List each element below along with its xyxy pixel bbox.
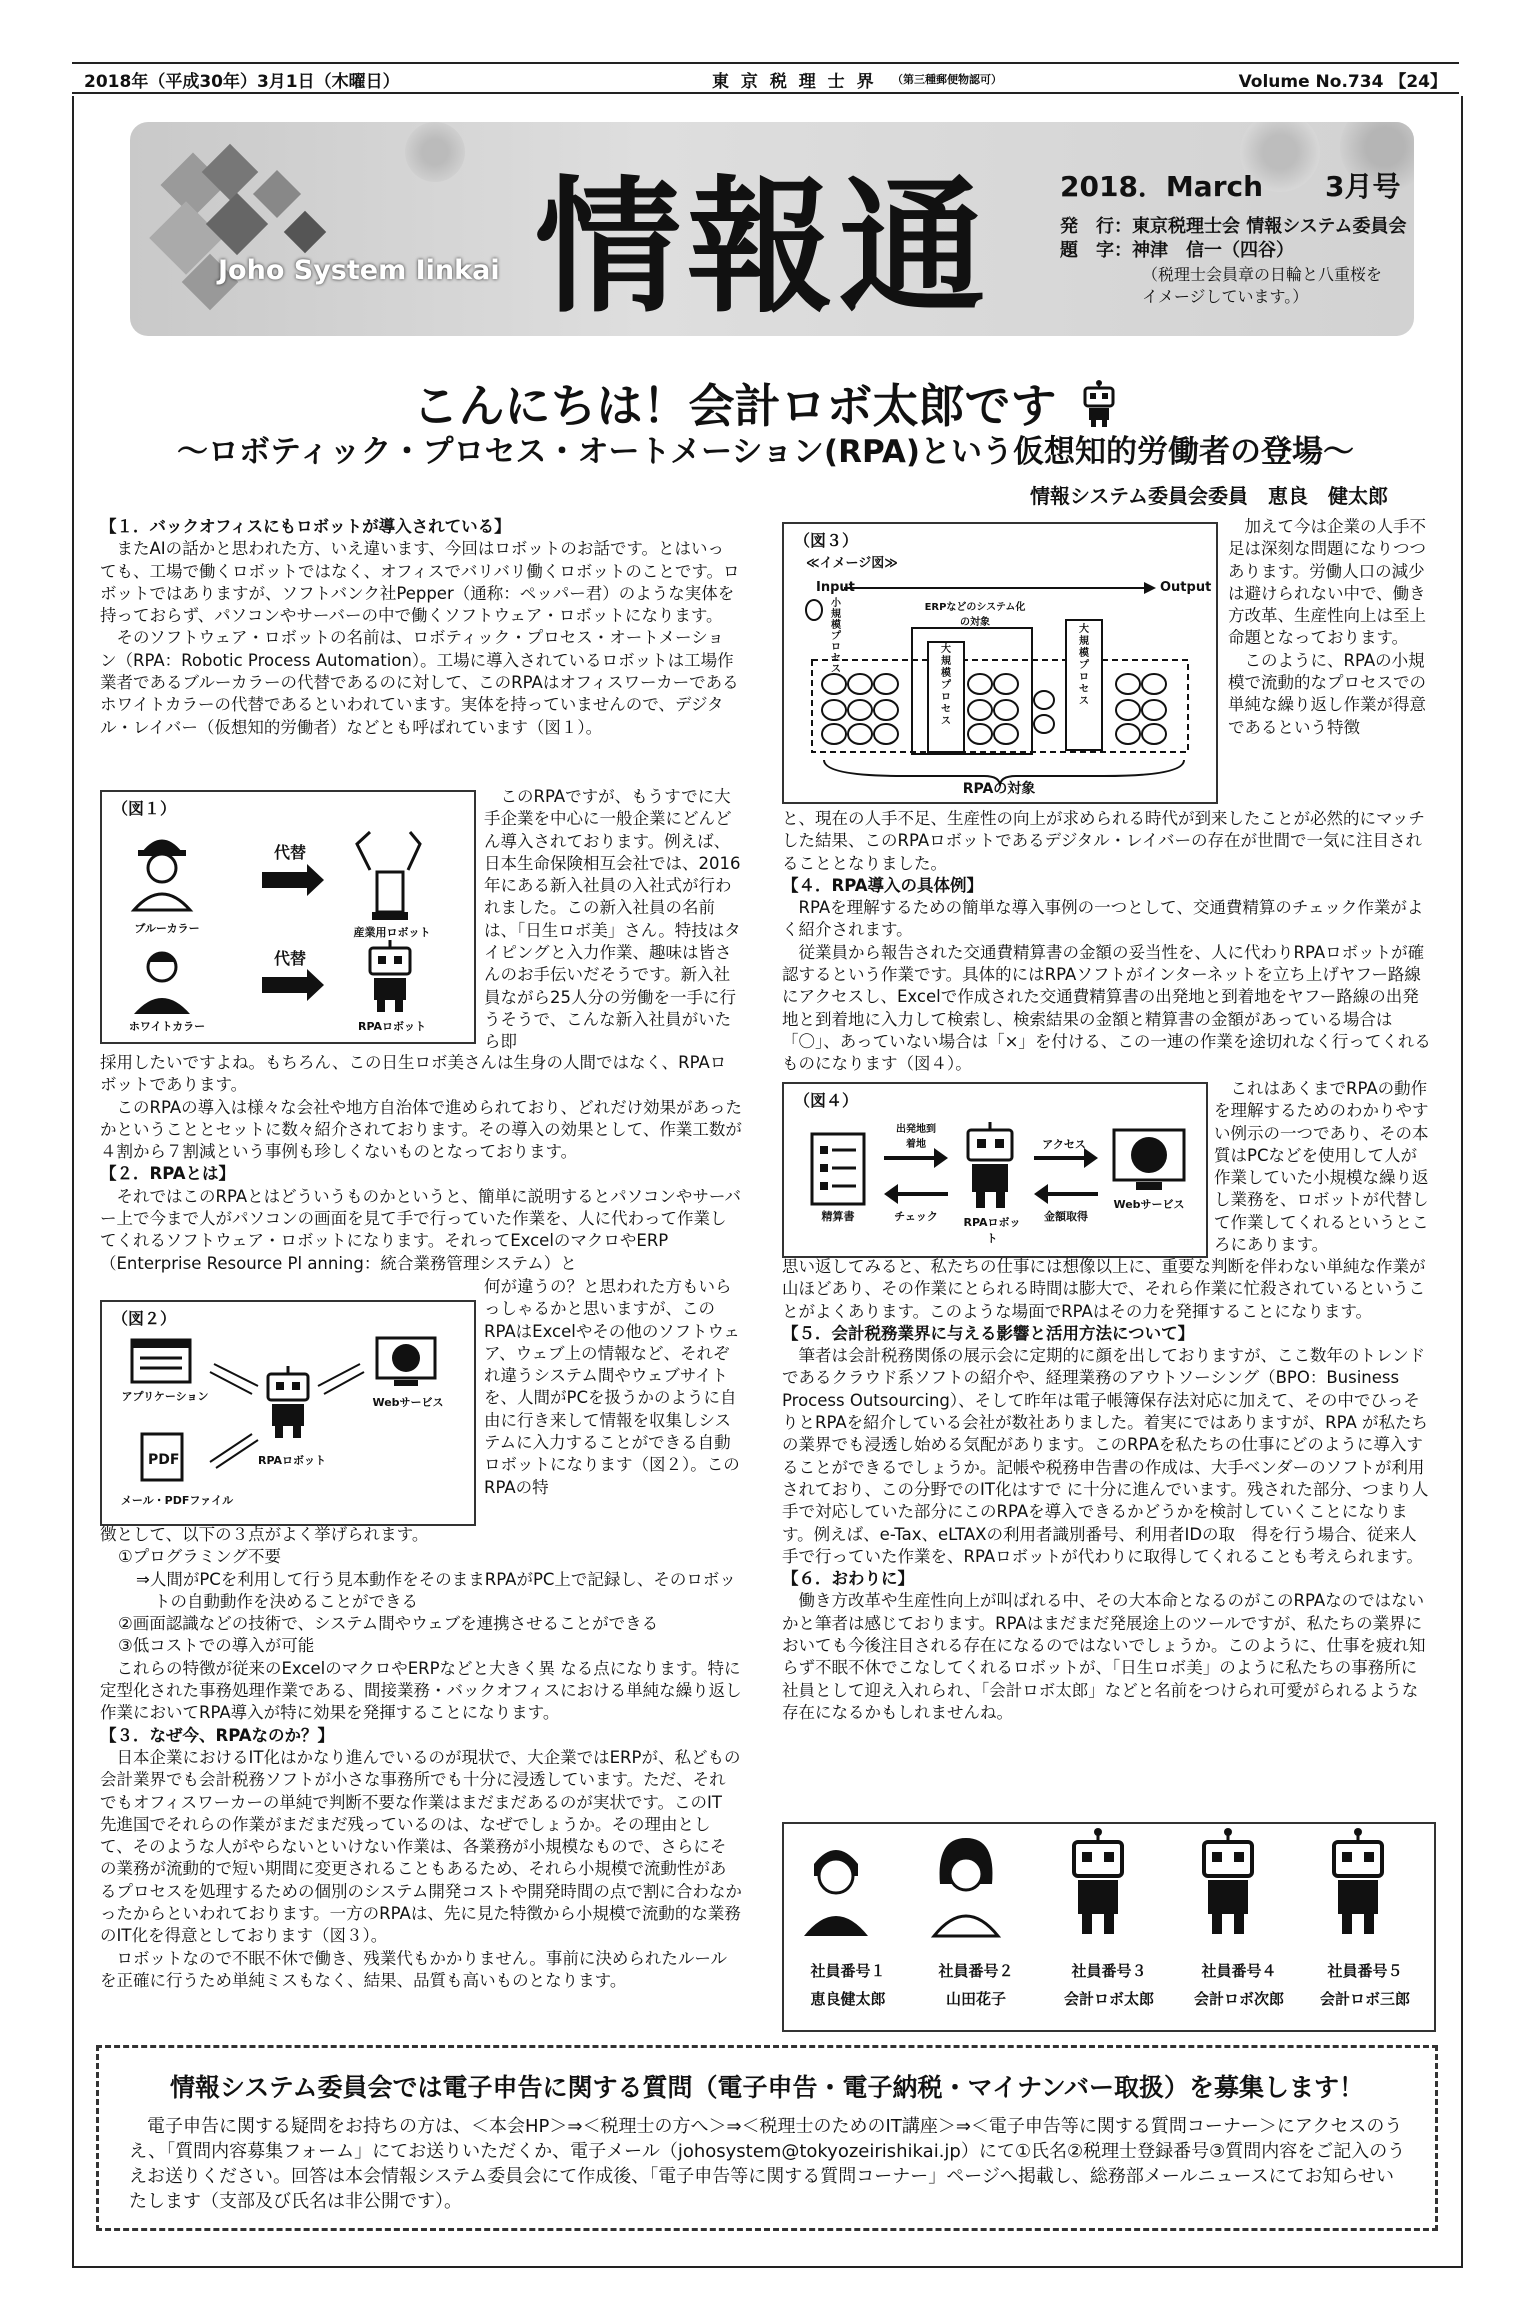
section-6-heading: 【６．おわりに】 bbox=[782, 1569, 914, 1589]
deco-diamond bbox=[206, 193, 268, 255]
article-subhead: ～ロボティック・プロセス・オートメーション(RPA)という仮想知的労働者の登場～ bbox=[176, 434, 1355, 470]
web-service-label: Webサービス bbox=[1113, 1198, 1185, 1211]
figure-label: （図４） bbox=[794, 1091, 859, 1110]
masthead-title: 情報通 bbox=[535, 162, 991, 333]
feature-1-detail: ⇒人間がPCを利用して行う見本動作をそのままRPAがPC上で記録し、そのロボットの自動動作を決めることができる bbox=[136, 1569, 736, 1611]
office-worker-icon bbox=[134, 952, 190, 1014]
application-window-icon bbox=[132, 1340, 190, 1382]
paragraph: 従業員から報告された交通費精算書の金額の妥当性を、人に代わりRPAロボットが確認するという作業です。具体的にはRPAソフトがインターネットを立ち上げヤフー路線にアクセスし、Excelで作成された交通費精算書の出発地と到着地をヤフー路線の出発地と到着地に入力して検索し、検索結果の金額と精算書の金額があっている場合は「〇」、あっていない場合は「×」を付ける、この一連の作業を途切れなく行ってくれるものになります（図４）。 bbox=[782, 942, 1431, 1074]
rpa-robot-label: RPAロボット bbox=[357, 1020, 427, 1033]
masthead-note-2: イメージしています。） bbox=[1142, 287, 1309, 306]
small-process-label: 小規模プロセス bbox=[831, 598, 841, 675]
notice-body: 電子申告に関する疑問をお持ちの方は、＜本会HP＞⇒＜税理士の方へ＞⇒＜税理士のためのIT講座＞⇒＜電子申告等に関する質問コーナー＞にアクセスのうえ、「質問内容募集フォーム」にてお送りいただくか、電子メール（johosystem@tokyozeirishikai.jp）にて①氏名②税理士登録番号③質問内容をご記入のうえお送りください。回答は本会情報システム委員会にて作成後、「電子申告等に関する質問コーナー」ページへ掲載し、総務部メールニュースにてお知らせいたします（支部及び氏名は非公開です）。 bbox=[129, 2116, 1406, 2212]
mail-pdf-label: メール・PDFファイル bbox=[120, 1494, 234, 1507]
figure-label: （図２） bbox=[112, 1309, 177, 1328]
fig4-side-text: これはあくまでRPAの動作を理解するためのわかりやすい例示の一つであり、その本質はPCなどを使用して人が作業していた小規模な繰り返し業務を、ロボットが代替して作業してくれるというところにあります。 bbox=[1214, 1079, 1429, 1255]
volume-number: Volume No.734 【24】 bbox=[1238, 72, 1447, 92]
white-collar-label: ホワイトカラー bbox=[128, 1020, 206, 1033]
arrow-right-icon bbox=[262, 969, 324, 1001]
document-icon bbox=[812, 1134, 864, 1204]
employee-number-2: 社員番号２ bbox=[938, 1962, 1014, 1980]
employee-name-2: 山田花子 bbox=[945, 1990, 1006, 2008]
left-column-middle bbox=[100, 1052, 742, 1275]
section-4-heading: 【４．RPA導入の具体例】 bbox=[782, 875, 984, 895]
feature-2: ②画面認識などの技術で、システム間やウェブを連携させることができる bbox=[118, 1614, 659, 1634]
feature-1: ①プログラミング不要 bbox=[118, 1547, 281, 1567]
replace-label-1: 代替 bbox=[274, 843, 307, 862]
paragraph: RPAを理解するための簡単な導入事例の一つとして、交通費精算のチェック作業がよく紹介されます。 bbox=[782, 898, 1424, 940]
statement-label: 精算書 bbox=[821, 1210, 855, 1223]
paper-name: 東 京 税 理 士 界 bbox=[712, 72, 877, 92]
pdf-label: PDF bbox=[148, 1452, 180, 1468]
fig2-side-text: 何が違うの？と思われた方もいらっしゃるかと思いますが、このRPAはExcelやその他のソフトウェア、ウェブ上の情報など、それぞれ違うシステム間やウェブサイトを、人間がPCを扱うかのように自由に行き来して情報を収集しシステムに入力することができる自動ロボットになります（図２）。このRPAの特 bbox=[484, 1277, 740, 1497]
input-label: Input bbox=[816, 580, 855, 595]
robot-avatar-icon bbox=[1334, 1828, 1382, 1934]
employee-name-3: 会計ロボ太郎 bbox=[1063, 1990, 1154, 2008]
masthead-issue: 3月号 bbox=[1325, 170, 1401, 203]
masthead-note-1: （税理士会員章の日輪と八重桜を bbox=[1142, 265, 1383, 284]
notice-title: 情報システム委員会では電子申告に関する質問（電子申告・電子納税・マイナンバー取扱）を募集します！ bbox=[169, 2073, 1364, 2102]
large-process-label-1: 大規模プロセス bbox=[941, 644, 951, 727]
paragraph: 採用したいですよね。もちろん、この日生ロボ美さんは生身の人間ではなく、RPAロボットであります。 bbox=[100, 1053, 727, 1095]
amount-label: 金額取得 bbox=[1044, 1210, 1088, 1223]
image-diagram-label: ≪イメージ図≫ bbox=[806, 556, 898, 571]
employee-number-4: 社員番号４ bbox=[1201, 1962, 1277, 1980]
masthead-publisher: 発 行：東京税理士会 情報システム委員会 bbox=[1060, 216, 1407, 237]
right-column-bottom bbox=[782, 1256, 1432, 1724]
output-label: Output bbox=[1160, 580, 1212, 595]
issue-date: 2018年（平成30年）3月1日（木曜日） bbox=[84, 72, 400, 92]
article-author: 情報システム委員会委員 恵良 健太郎 bbox=[1030, 484, 1388, 508]
employee-name-1: 恵良健太郎 bbox=[810, 1990, 886, 2008]
businesswoman-avatar-icon bbox=[934, 1838, 998, 1936]
employee-name-4: 会計ロボ次郎 bbox=[1193, 1990, 1284, 2008]
paragraph: 思い返してみると、私たちの仕事には想像以上に、重要な判断を伴わない単純な作業が山ほどあり、その作業にとられる時間は膨大で、それら作業に忙殺されているということがよくあります。このような場面でRPAはその力を発揮することになります。 bbox=[782, 1257, 1426, 1321]
paragraph: それではこのRPAとはどういうものかというと、簡単に説明するとパソコンやサーバー上で今まで人がパソコンの画面を見て手で行っていた作業を、人に代わって作業してくれるソフトウェア・ロボットになります。それってExcelのマクロやERP（Enterprise Resource Pl anning：統合業務管理システム）と bbox=[100, 1186, 741, 1273]
application-label: アプリケーション bbox=[121, 1390, 209, 1403]
industrial-robot-label: 産業用ロボット bbox=[353, 926, 431, 939]
rpa-robot-label: RPAロボット bbox=[257, 1454, 327, 1467]
access-label: アクセス bbox=[1042, 1138, 1086, 1151]
robot-avatar-icon bbox=[1204, 1828, 1252, 1934]
deco-flower bbox=[405, 122, 465, 182]
masthead-date: 2018．March bbox=[1060, 170, 1264, 203]
web-service-label: Webサービス bbox=[372, 1396, 444, 1409]
deco-diamond bbox=[284, 211, 326, 253]
arrow-right-icon bbox=[262, 864, 324, 896]
permit-note: （第三種郵便物認可） bbox=[892, 73, 1002, 86]
paragraph: 筆者は会計税務関係の展示会に定期的に顔を出しておりますが、ここ数年のトレンドであるクラウド系ソフトの紹介や、経理業務のアウトソーシング（BPO：Business Process Outsourcing）、そして昨年は電子帳簿保存法対応に加えて、その中でひっそりとRPAを紹介している会社が数社ありました。着実にではありますが、RPA が私たちの業界でも浸透し始める気配があります。このRPAを私たちの仕事にどのように導入することができるでしょうか。記帳や税務申告書の作成は、大手ベンダーのソフトが利用されており、この分野でのIT化はすで に十分に進んでいます。残された部分、つまり人手で対応していた部分にこのRPAを導入できるかどうかを検討していくことになります。例えば、e-Tax、eLTAXの利用者識別番号、利用者IDの取 得を行う場合、従来人手で行っていた作業を、RPAロボットが代わりに取得してくれることも考えられます。 bbox=[782, 1346, 1429, 1566]
figure-1-drawing bbox=[102, 792, 474, 1042]
figure-3 bbox=[782, 522, 1218, 804]
right-column-middle bbox=[782, 808, 1432, 1076]
deco-diamond bbox=[253, 170, 301, 218]
paragraph: 徴として、以下の３点がよく挙げられます。 bbox=[100, 1525, 429, 1544]
replace-label-2: 代替 bbox=[274, 949, 307, 968]
paragraph: またAIの話かと思われた方、いえ違います、今回はロボットのお話です。とはいっても、工場で働くロボットではなく、オフィスでバリバリ働くロボットのことです。ロボットではありますが、ソフトバンク社Pepper（通称：ペッパー君）のような実体を持っておらず、パソコンやサーバーの中で働くソフトウェア・ロボットになります。 bbox=[100, 539, 740, 626]
employee-name-5: 会計ロボ三郎 bbox=[1319, 1990, 1410, 2008]
left-column-bottom bbox=[100, 1524, 742, 1992]
rpa-robot-label: RPAロボット bbox=[963, 1216, 1021, 1245]
employee-number-3: 社員番号３ bbox=[1071, 1962, 1147, 1980]
paragraph: そのソフトウェア・ロボットの名前は、ロボティック・プロセス・オートメーション（RPA：Robotic Process Automation）。工場に導入されているロボットは工場作業者であるブルーカラーの代替であるのに対して、このRPAはオフィスワーカーであるホワイトカラーの代替であるといわれています。実体を持っていませんので、デジタル・レイバー（仮想知的労働者）などとも呼ばれています（図１）。 bbox=[100, 628, 739, 737]
industrial-robot-icon bbox=[357, 832, 420, 920]
paragraph: と、現在の人手不足、生産性の向上が求められる時代が到来したことが必然的にマッチした結果、このRPAロボットであるデジタル・レイバーの存在が世間で一気に注目されることとなりました。 bbox=[782, 809, 1425, 873]
arrow-left-icon bbox=[884, 1184, 948, 1204]
masthead-calligrapher: 題 字：神津 信一（四谷） bbox=[1060, 240, 1294, 261]
worker-helmet-icon bbox=[134, 840, 190, 911]
arrow-right-icon bbox=[884, 1148, 948, 1168]
fig3-side-text: 加えて今は企業の人手不足は深刻な問題になりつつあります。労働人口の減少は避けられない中で、働き方改革、生産性向上は至上命題となっております。 このように、RPAの小規模で流動的なプロセスでの単純な繰り返し作業が得意であるという特徴 bbox=[1228, 517, 1426, 737]
rpa-target-label: RPAの対象 bbox=[962, 781, 1036, 797]
left-column-top bbox=[100, 516, 740, 739]
robot-icon bbox=[1079, 380, 1119, 428]
figure-label: （図３） bbox=[794, 531, 859, 550]
rpa-robot-icon bbox=[968, 1122, 1012, 1208]
employee-number-5: 社員番号５ bbox=[1327, 1962, 1403, 1980]
paragraph: このRPAの導入は様々な会社や地方自治体で進められており、どれだけ効果があったかということとセットに数々紹介されております。その導入の効果として、作業工数が４割から７割減という事例も珍しくないものとなっております。 bbox=[100, 1097, 742, 1162]
figure-4 bbox=[782, 1082, 1208, 1258]
globe-monitor-icon bbox=[1114, 1130, 1184, 1190]
paragraph: 日本企業におけるIT化はかなり進んでいるのが現状で、大企業ではERPが、私どもの会計業界でも会計税務ソフトが小さな事務所でも十分に浸透しています。ただ、それでもオフィスワーカーの単純で判断不要な作業はまだまだあるのが実状です。このIT 先進国でそれらの作業がまだまだ残っているのは、なぜでしょうか。その理由として、そのような人がやらないといけない作業は、各業務が小規模なもので、さらにその業務が流動的で短い期間に変更されることもあるため、それら小規模で流動性があるプロセスを処理するための個別のシステム開発コストや開発時間の点で割に合わなかったからといわれております。一方のRPAは、先に見た特徴から小規模で流動的な業務のIT化を得意としております（図３）。 bbox=[100, 1747, 742, 1946]
header-bar bbox=[72, 62, 1459, 94]
erp-target-label: ERPなどのシステム化の対象 bbox=[924, 602, 1026, 628]
paragraph: 働き方改革や生産性向上が叫ばれる中、その大本命となるのがこのRPAなのではないかと筆者は感じております。RPAはまだまだ発展途上のツールですが、私たちの業界においても今後注目される存在になるのではないでしょうか。このように、仕事を疲れ知らず不眠不休でこなしてくれるロボットが、「日生ロボ美」のように私たちの事務所に社員として迎え入れられ、「会計ロボ太郎」などと名前をつけられ可愛がられるような存在になるかもしれませんね。 bbox=[782, 1591, 1426, 1722]
headline-text: こんにちは！会計ロボ太郎です bbox=[412, 379, 1057, 433]
paragraph: ロボットなので不眠不休で働き、残業代もかかりません。事前に決められたルールを正確に行うため単純ミスもなく、結果、品質も高いものとなります。 bbox=[100, 1948, 727, 1990]
large-process-label-2: 大規模プロセス bbox=[1079, 624, 1089, 707]
feature-3: ③低コストでの導入が可能 bbox=[118, 1636, 315, 1656]
place-label: 出発地到着地 bbox=[896, 1124, 936, 1150]
robot-avatar-icon bbox=[1074, 1828, 1122, 1934]
section-2-heading: 【２．RPAとは】 bbox=[100, 1164, 236, 1184]
globe-monitor-icon bbox=[377, 1338, 435, 1386]
blue-collar-label: ブルーカラー bbox=[134, 922, 200, 935]
section-1-heading: 【１．バックオフィスにもロボットが導入されている】 bbox=[100, 517, 511, 536]
arrow-left-icon bbox=[1034, 1184, 1098, 1204]
check-label: チェック bbox=[894, 1210, 938, 1223]
fig1-side-text: このRPAですが、もうすでに大手企業を中心に一般企業にどんどん導入されております。例えば、日本生命保険相互会社では、2016年にある新入社員の入社式が行われました。この新入社員の名前は、「日生ロボ美」さん。特技はタイピングと入力作業、趣味は皆さんのお手伝いだそうです。新入社員ながら25人分の労働を一手に行うそうで、こんな新入社員がいたら即 bbox=[484, 787, 741, 1052]
employee-panel bbox=[782, 1822, 1436, 2032]
figure-2 bbox=[100, 1300, 476, 1526]
rpa-robot-icon bbox=[268, 1366, 308, 1438]
employee-number-1: 社員番号１ bbox=[810, 1962, 886, 1980]
businessman-avatar-icon bbox=[804, 1850, 868, 1936]
rpa-robot-icon bbox=[370, 940, 410, 1012]
figure-3-drawing bbox=[784, 524, 1216, 802]
paragraph: これらの特徴が従来のExcelのマクロやERPなどと大きく異 なる点になります。特に定型化された事務処理作業である、間接業務・バックオフィスにおける単純な繰り返し作業においてRPA導入が特に効果を発揮することになります。 bbox=[100, 1658, 742, 1723]
figure-2-drawing bbox=[102, 1302, 474, 1524]
figure-label: （図１） bbox=[112, 799, 177, 818]
section-5-heading: 【５．会計税務業界に与える影響と活用方法について】 bbox=[782, 1323, 1195, 1343]
committee-logo-text: Joho System Iinkai bbox=[218, 255, 500, 286]
notice-box bbox=[96, 2045, 1438, 2231]
section-3-heading: 【３．なぜ今、RPAなのか？】 bbox=[100, 1725, 335, 1745]
figure-1 bbox=[100, 790, 476, 1044]
